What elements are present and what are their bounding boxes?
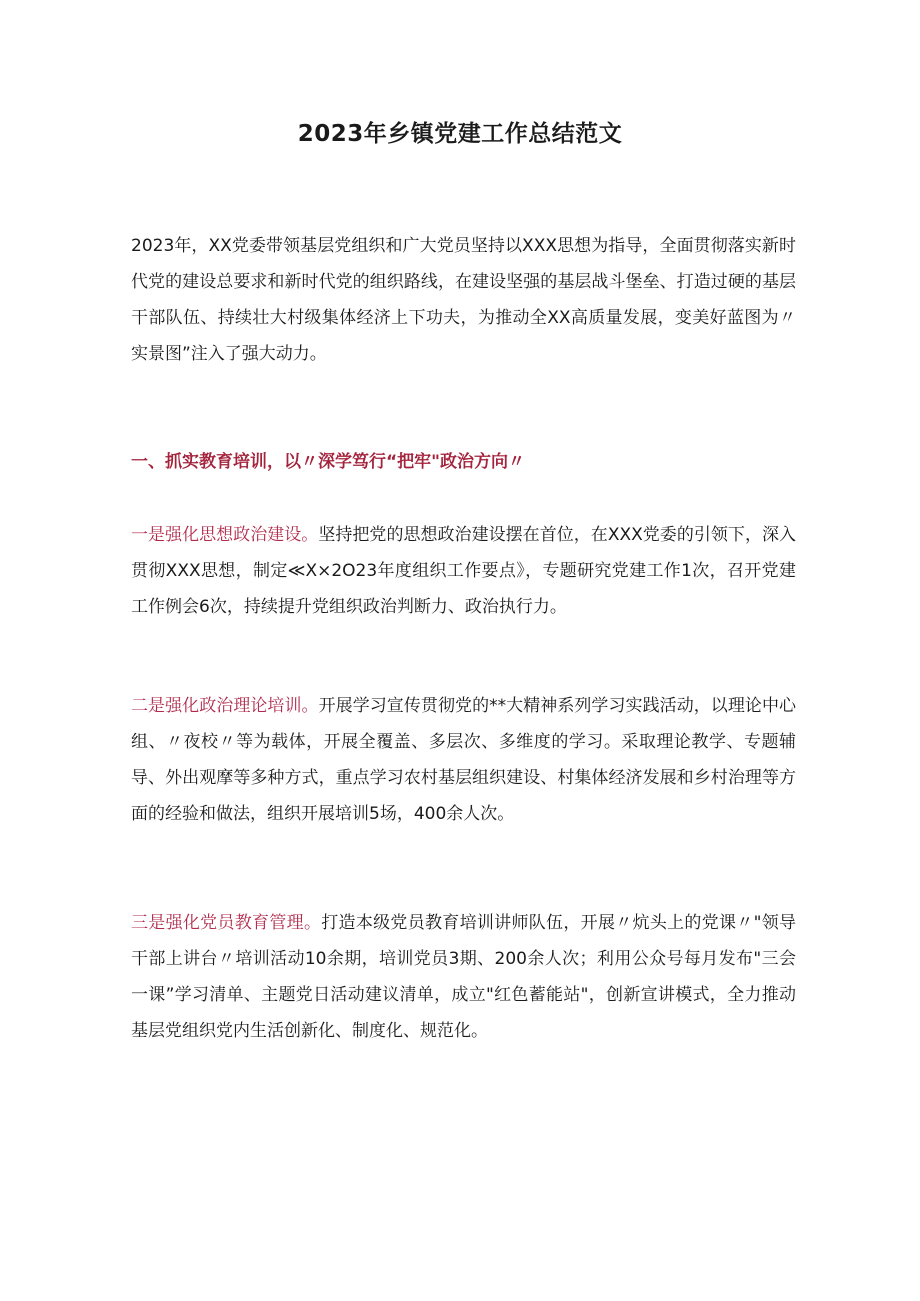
paragraph-item-1 (131, 517, 796, 625)
item-1-text: 坚持把党的思想政治建设摆在首位，在XXX党委的引领下，深入贯彻XXX思想，制定≪X×2O23年度组织工作要点》，专题研究党建工作1次，召开党建工作例会6次，持续提升党组织政治判断力、政治执行力。 (131, 525, 797, 617)
intro-paragraph: 2023年，XX党委带领基层党组织和广大党员坚持以XXX思想为指导，全面贯彻落实新时代党的建设总要求和新时代党的组织路线，在建设坚强的基层战斗堡垒、打造过硬的基层干部队伍、持续壮大村级集体经济上下功夫，为推动全XX高质量发展，变美好蓝图为〃实景图”注入了强大动力。 (131, 236, 796, 364)
item-1-lead: 一是强化思想政治建设。 (131, 525, 319, 545)
item-2-text: 开展学习宣传贯彻党的**大精神系列学习实践活动，以理论中心组、〃夜校〃等为载体，开展全覆盖、多层次、多维度的学习。采取理论教学、专题辅导、外出观摩等多种方式，重点学习农村基层组织建设、村集体经济发展和乡村治理等方面的经验和做法，组织开展培训5场，400余人次。 (131, 696, 797, 824)
item-2-lead: 二是强化政治理论培训。 (131, 696, 319, 716)
document-title: 2023年乡镇党建工作总结范文 (297, 121, 623, 147)
section-heading-1: 一、抓实教育培训，以〃深学笃行“把牢"政治方向〃 (131, 452, 526, 472)
paragraph-item-3 (131, 905, 796, 1049)
item-3-text: 打造本级党员教育培训讲师队伍，开展〃炕头上的党课〃"领导干部上讲台〃培训活动10余期，培训党员3期、200余人次；利用公众号每月发布"三会一课”学习清单、主题党日活动建议清单，成立"红色蓄能站"，创新宣讲模式，全力推动基层党组织党内生活创新化、制度化、规范化。 (131, 913, 796, 1041)
paragraph-item-2 (131, 688, 796, 832)
item-3-lead: 三是强化党员教育管理。 (131, 913, 322, 933)
